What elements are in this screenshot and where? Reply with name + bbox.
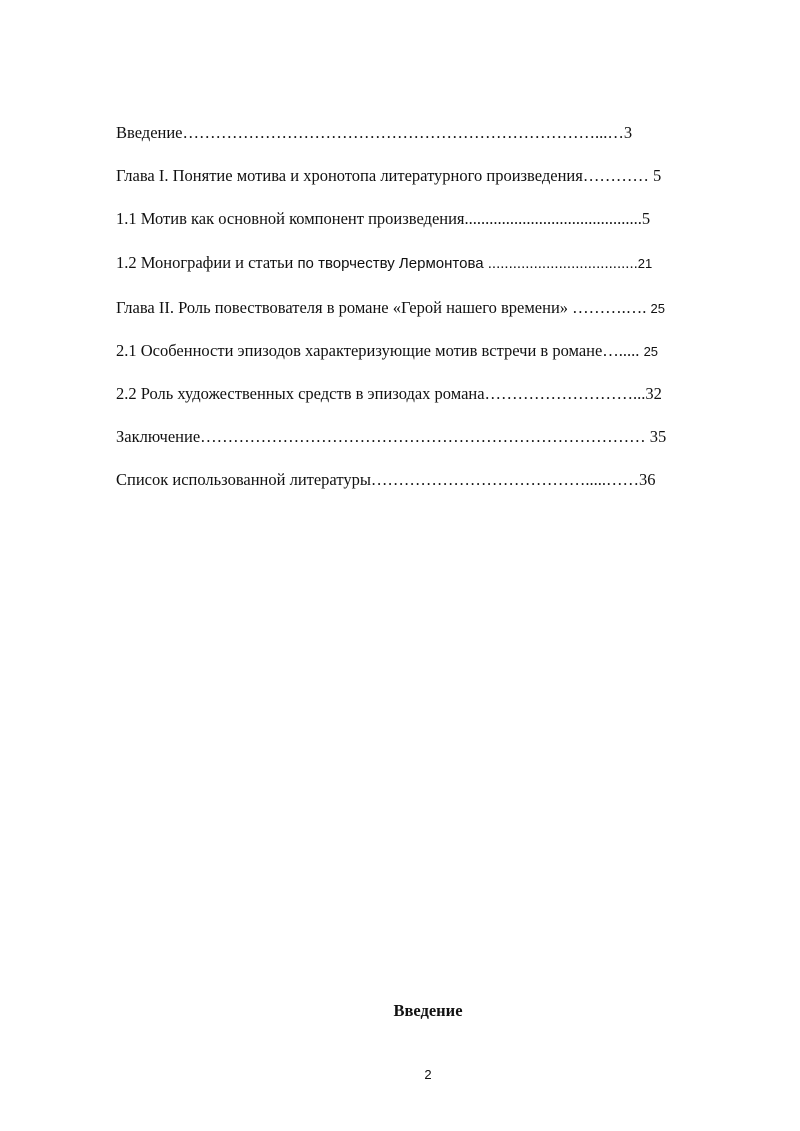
- toc-entry-text: 1.2 Монографии и статьи: [116, 253, 298, 272]
- toc-page-number: 25: [650, 301, 665, 316]
- toc-entry-introduction: [116, 123, 632, 143]
- section-heading: Введение: [393, 1001, 463, 1020]
- toc-entry-text: 1.1 Мотив как основной компонент произведения...........................................5: [116, 209, 651, 228]
- toc-entry-text: Глава I. Понятие мотива и хронотопа литературного произведения………… 5: [116, 166, 662, 185]
- toc-entry-bibliography: [116, 470, 656, 490]
- toc-entry-text: Введение…………………………………………………………………...…3: [116, 123, 633, 142]
- toc-entry-section-2-2: [116, 384, 662, 404]
- toc-entry-text: 2.2 Роль художественных средств в эпизодах романа………………………...32: [116, 384, 662, 403]
- toc-page-number: 21: [637, 256, 653, 271]
- toc-entry-chapter-2: [116, 298, 665, 319]
- toc-entry-text: Глава II. Роль повествователя в романе «Герой нашего времени» ……….….: [116, 298, 651, 317]
- toc-entry-chapter-1: [116, 166, 661, 186]
- toc-entry-conclusion: [116, 427, 666, 447]
- toc-entry-section-1-2: [116, 253, 652, 274]
- page-number: 2: [424, 1067, 432, 1082]
- toc-entry-text: 2.1 Особенности эпизодов характеризующие мотив встречи в романе….....: [116, 341, 644, 360]
- toc-entry-section-2-1: [116, 341, 658, 362]
- toc-entry-text: Заключение……………………………………………………………………… 35: [116, 427, 667, 446]
- toc-page-number: 25: [643, 344, 659, 359]
- toc-entry-text: Список использованной литературы………………………………….....……36: [116, 470, 656, 489]
- toc-entry-section-1-1: [116, 209, 650, 229]
- toc-entry-text-continued: по творчеству Лермонтова ....................................: [297, 255, 638, 272]
